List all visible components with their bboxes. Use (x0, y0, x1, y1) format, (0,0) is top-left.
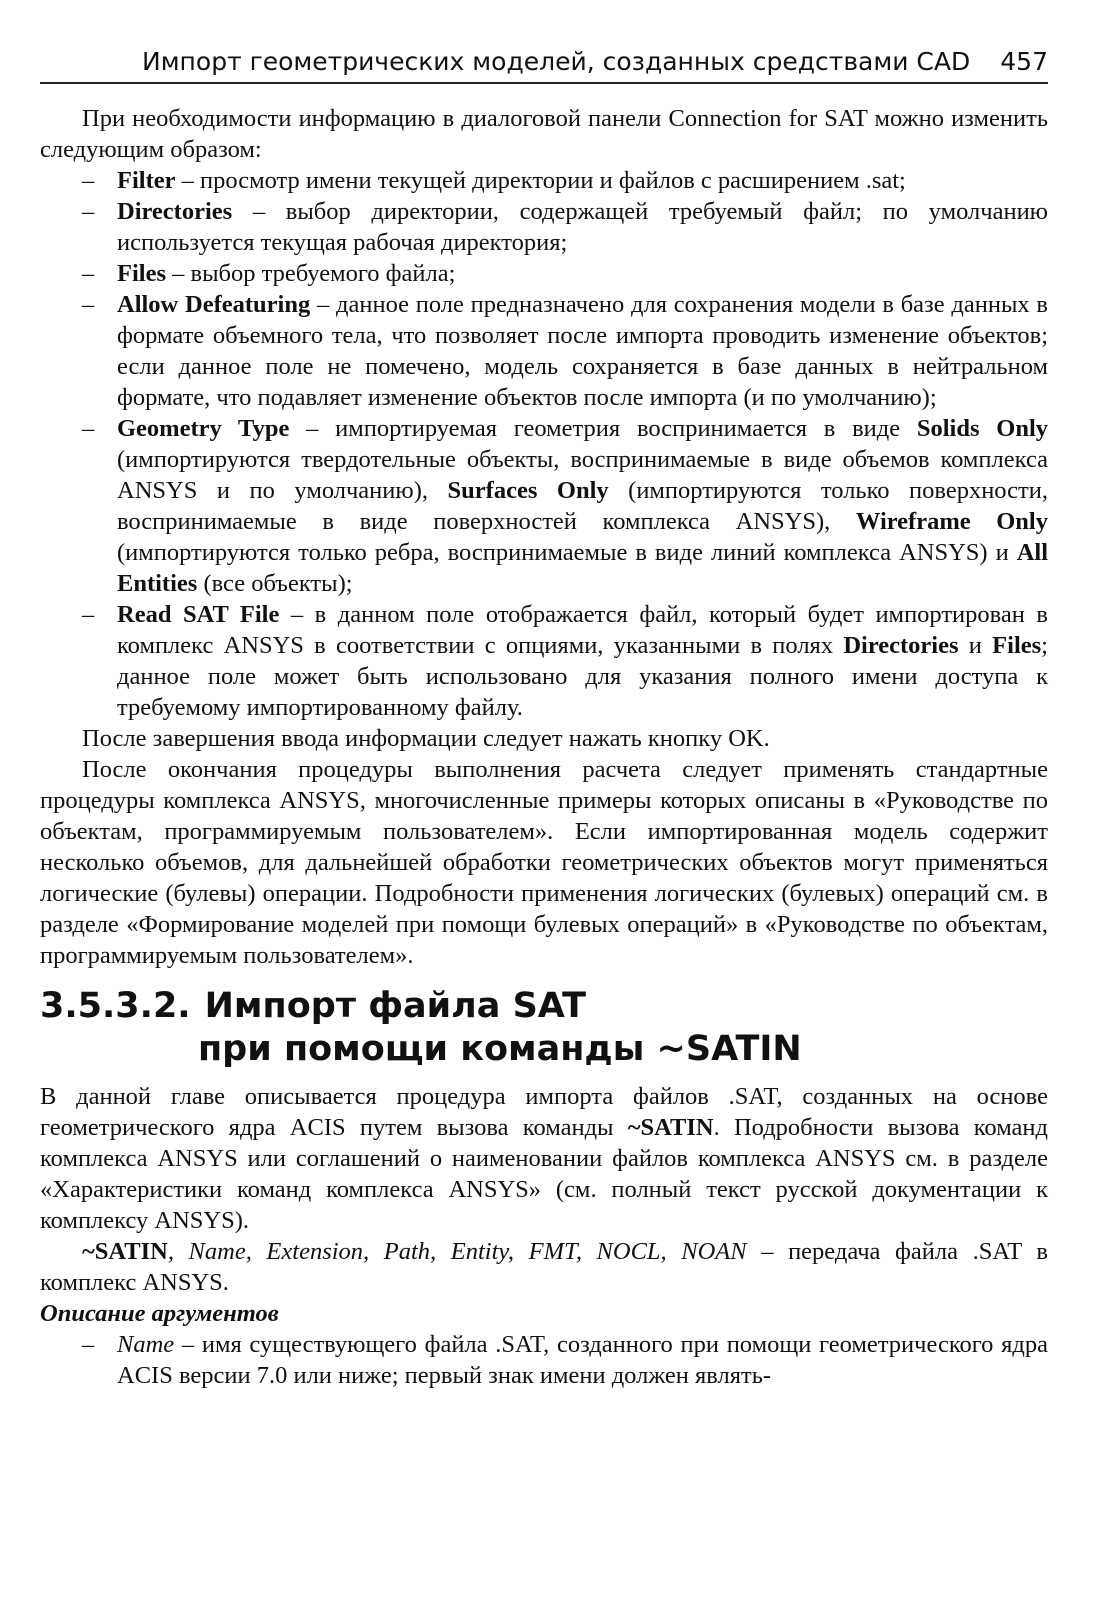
option-value: Directories (843, 632, 959, 659)
section-number: 3.5.3.2. (40, 986, 191, 1026)
list-item (40, 196, 1048, 258)
dash-marker: – (82, 167, 95, 194)
list-item (40, 258, 1048, 289)
option-value: Surfaces Only (447, 477, 609, 504)
list-item (40, 289, 1048, 413)
command-desc: – передача файла .SAT в комплекс ANSYS. (40, 1238, 1048, 1296)
option-value: Solids Only (916, 415, 1049, 442)
section-title-line1: Импорт файла SAT (204, 986, 587, 1026)
list-item (40, 599, 1048, 723)
dash-marker: – (82, 601, 95, 628)
dash-marker: – (82, 415, 95, 442)
option-term: Directories (117, 198, 233, 225)
argument-text: – имя существующего файла .SAT, созданного при помощи геометрического ядра ACIS версии 7.0 или ниже; первый знак имени должен являть- (117, 1331, 1048, 1389)
dash-marker: – (82, 198, 95, 225)
section-heading (40, 985, 1048, 1071)
option-text: – выбор требуемого файла; (166, 260, 456, 287)
dash-marker: – (82, 260, 95, 287)
body-text (40, 103, 1048, 1391)
list-item (40, 413, 1048, 599)
dash-marker: – (82, 291, 95, 318)
option-text: – данное поле предназначено для сохранения модели в базе данных в формате объемного тела, что позволяет после импорта проводить изменение объектов; если данное поле не помечено, модель сохраняется в базе данных в нейтральном формате, что подавляет изменение объектов после импорта (и по умолчанию); (117, 291, 1048, 411)
options-list (40, 165, 1048, 723)
option-term: Read SAT File (117, 601, 280, 628)
command-args: , Name, Extension, Path, Entity, FMT, NOCL, NOAN (167, 1238, 747, 1265)
after-calc-paragraph: После окончания процедуры выполнения расчета следует применять стандартные процедуры комплекса ANSYS, многочисленные примеры которых описаны в «Руководстве по объектам, программируемым пользователем». Если импортированная модель содержит несколько объемов, для дальнейшей обработки геометрических объектов могут применяться логические (булевы) операции. Подробности применения логических (булевых) операций см. в разделе «Формирование моделей при помощи булевых операций» в «Руководстве по объектам, программируемым пользователем». (40, 756, 1048, 969)
option-text: – импортируемая геометрия воспринимается в виде (289, 415, 917, 442)
after-input-paragraph: После завершения ввода информации следует нажать кнопку OK. (82, 725, 770, 752)
option-text: ; данное поле может быть использовано для указания полного имени доступа к требуемому импортированному файлу. (117, 632, 1048, 721)
command-term: ~SATIN (627, 1114, 714, 1141)
option-value: Wireframe Only (855, 508, 1048, 535)
option-text: и (958, 632, 993, 659)
option-text: – выбор директории, содержащей требуемый файл; по умолчанию используется текущая рабочая директория; (117, 198, 1048, 256)
section-title-line2: при помощи команды ~SATIN (198, 1029, 802, 1069)
intro-paragraph: При необходимости информацию в диалоговой панели Connection for SAT можно изменить следующим образом: (40, 105, 1048, 163)
page-number: 457 (1000, 47, 1048, 76)
option-text: (все объекты); (197, 570, 353, 597)
arguments-heading: Описание аргументов (40, 1300, 279, 1327)
chapter-text: В данной главе описывается процедура импорта файлов .SAT, созданных на основе геометрического ядра ACIS путем вызова команды (40, 1083, 1048, 1141)
option-term: Allow Defeaturing (117, 291, 311, 318)
list-item (40, 165, 1048, 196)
option-text: (импортируются твердотельные объекты, воспринимаемые в виде объемов комплекса ANSYS и по умолчанию), (117, 446, 1048, 504)
argument-name: Name (117, 1331, 175, 1358)
option-text: (импортируются только поверхности, воспринимаемые в виде поверхностей комплекса ANSYS), (117, 477, 1048, 535)
command-name: ~SATIN (82, 1238, 168, 1265)
running-head-title: Импорт геометрических моделей, созданных средствами CAD (142, 47, 971, 76)
chapter-paragraph (40, 1081, 1048, 1236)
dash-marker: – (82, 1331, 95, 1358)
chapter-text: . Подробности вызова команд комплекса ANSYS или соглашений о наименовании файлов комплекса ANSYS см. в разделе «Характеристики команд комплекса ANSYS» (см. полный текст русской документации к комплексу ANSYS). (40, 1114, 1048, 1234)
option-text: – в данном поле отображается файл, который будет импортирован в комплекс ANSYS в соответствии с опциями, указанными в полях (117, 601, 1049, 659)
command-paragraph (40, 1236, 1048, 1298)
option-term: Filter (117, 167, 176, 194)
arguments-list (40, 1329, 1048, 1391)
option-text: – просмотр имени текущей директории и файлов с расширением .sat; (175, 167, 906, 194)
option-text: (импортируются только ребра, воспринимаемые в виде линий комплекса ANSYS) и (117, 539, 1017, 566)
option-value: All Entities (117, 539, 1048, 597)
option-term: Geometry Type (117, 415, 290, 442)
running-head (40, 34, 1048, 84)
list-item (40, 1329, 1048, 1391)
option-term: Files (117, 260, 166, 287)
option-value: Files (992, 632, 1042, 659)
